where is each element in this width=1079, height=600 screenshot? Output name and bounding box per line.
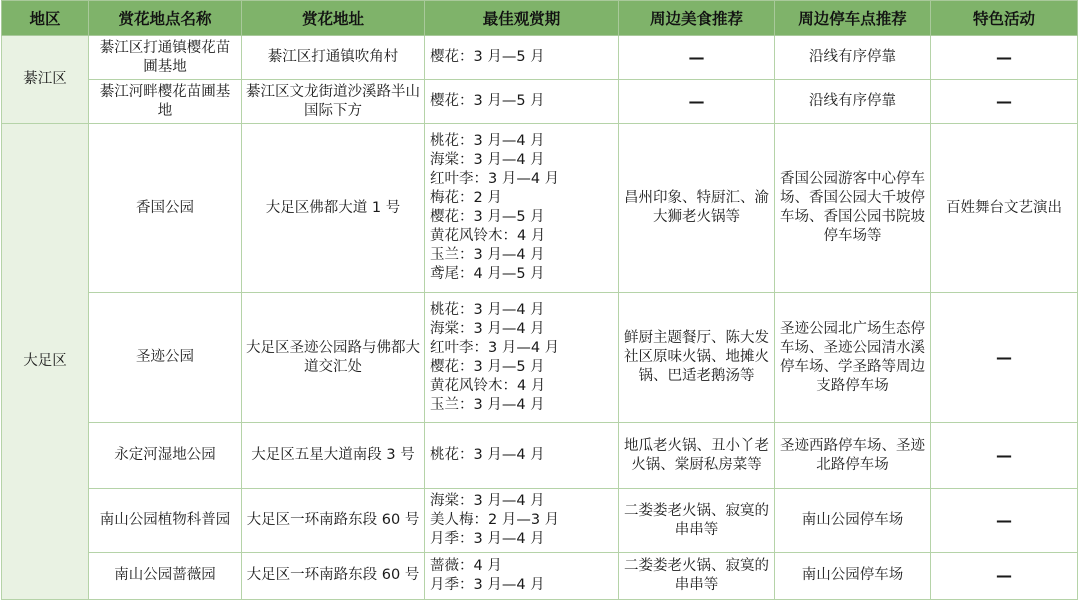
region-cell: 大足区 — [2, 124, 89, 600]
header-parking: 周边停车点推荐 — [775, 1, 931, 36]
parking-cell: 圣迹西路停车场、圣迹北路停车场 — [775, 423, 931, 489]
period-line: 樱花：3 月—5 月 — [430, 358, 545, 375]
table-row — [2, 423, 1078, 489]
place-cell: 圣迹公园 — [89, 293, 242, 423]
period-cell — [425, 80, 619, 124]
food-cell: — — [619, 80, 775, 124]
food-cell: — — [619, 36, 775, 80]
place-cell: 南山公园蔷薇园 — [89, 552, 242, 599]
period-cell — [425, 36, 619, 80]
place-cell: 綦江河畔樱花苗圃基地 — [89, 80, 242, 124]
table-row — [2, 293, 1078, 423]
address-cell: 大足区五星大道南段 3 号 — [242, 423, 425, 489]
period-line: 海棠：3 月—4 月 — [430, 152, 545, 169]
period-line: 月季：3 月—4 月 — [430, 576, 545, 593]
address-cell: 綦江区文龙街道沙溪路半山国际下方 — [242, 80, 425, 124]
food-cell: 昌州印象、特厨汇、渝大狮老火锅等 — [619, 124, 775, 293]
table-row — [2, 552, 1078, 599]
parking-cell: 沿线有序停靠 — [775, 80, 931, 124]
place-cell: 南山公园植物科普园 — [89, 489, 242, 552]
activity-cell: — — [931, 293, 1078, 423]
address-cell: 大足区一环南路东段 60 号 — [242, 489, 425, 552]
period-cell — [425, 423, 619, 489]
header-activity: 特色活动 — [931, 1, 1078, 36]
period-line: 黄花风铃木：4 月 — [430, 377, 546, 394]
activity-cell: — — [931, 489, 1078, 552]
address-cell: 大足区佛都大道 1 号 — [242, 124, 425, 293]
period-line: 玉兰：3 月—4 月 — [430, 396, 545, 413]
period-line: 樱花：3 月—5 月 — [430, 93, 545, 110]
address-cell: 綦江区打通镇吹角村 — [242, 36, 425, 80]
activity-cell: — — [931, 36, 1078, 80]
food-cell: 地瓜老火锅、丑小丫老火锅、棠厨私房菜等 — [619, 423, 775, 489]
parking-cell: 香国公园游客中心停车场、香国公园大千坡停车场、香国公园书院坡停车场等 — [775, 124, 931, 293]
food-cell: 鲜厨主题餐厅、陈大发社区原味火锅、地摊火锅、巴适老鹅汤等 — [619, 293, 775, 423]
period-cell — [425, 489, 619, 552]
period-line: 红叶李：3 月—4 月 — [430, 171, 560, 188]
header-best-period: 最佳观赏期 — [425, 1, 619, 36]
period-line: 月季：3 月—4 月 — [430, 531, 545, 548]
period-line: 桃花：3 月—4 月 — [430, 133, 545, 150]
period-line: 海棠：3 月—4 月 — [430, 320, 545, 337]
period-line: 樱花：3 月—5 月 — [430, 49, 545, 66]
table-row — [2, 124, 1078, 293]
table-row — [2, 489, 1078, 552]
table-row — [2, 36, 1078, 80]
region-cell: 綦江区 — [2, 36, 89, 124]
food-cell: 二娄娄老火锅、寂寞的串串等 — [619, 552, 775, 599]
period-line: 红叶李：3 月—4 月 — [430, 339, 560, 356]
period-cell — [425, 293, 619, 423]
place-cell: 永定河湿地公园 — [89, 423, 242, 489]
parking-cell: 圣迹公园北广场生态停车场、圣迹公园清水溪停车场、学圣路等周边支路停车场 — [775, 293, 931, 423]
period-cell — [425, 124, 619, 293]
period-line: 梅花：2 月 — [430, 190, 502, 207]
table-header-row — [2, 1, 1078, 36]
place-cell: 綦江区打通镇樱花苗圃基地 — [89, 36, 242, 80]
header-place: 赏花地点名称 — [89, 1, 242, 36]
activity-cell: — — [931, 552, 1078, 599]
period-line: 海棠：3 月—4 月 — [430, 493, 545, 510]
header-address: 赏花地址 — [242, 1, 425, 36]
activity-cell: 百姓舞台文艺演出 — [931, 124, 1078, 293]
parking-cell: 沿线有序停靠 — [775, 36, 931, 80]
period-line: 桃花：3 月—4 月 — [430, 301, 545, 318]
period-line: 玉兰：3 月—4 月 — [430, 247, 545, 264]
activity-cell: — — [931, 80, 1078, 124]
period-line: 鸢尾：4 月—5 月 — [430, 266, 545, 283]
flower-viewing-table — [1, 0, 1078, 600]
parking-cell: 南山公园停车场 — [775, 489, 931, 552]
period-cell — [425, 552, 619, 599]
period-line: 美人梅：2 月—3 月 — [430, 512, 560, 529]
period-line: 黄花风铃木：4 月 — [430, 228, 546, 245]
parking-cell: 南山公园停车场 — [775, 552, 931, 599]
period-line: 樱花：3 月—5 月 — [430, 209, 545, 226]
header-food: 周边美食推荐 — [619, 1, 775, 36]
food-cell: 二娄娄老火锅、寂寞的串串等 — [619, 489, 775, 552]
place-cell: 香国公园 — [89, 124, 242, 293]
activity-cell: — — [931, 423, 1078, 489]
period-line: 蔷薇：4 月 — [430, 557, 502, 574]
header-region: 地区 — [2, 1, 89, 36]
table-row — [2, 80, 1078, 124]
address-cell: 大足区一环南路东段 60 号 — [242, 552, 425, 599]
period-line: 桃花：3 月—4 月 — [430, 447, 545, 464]
address-cell: 大足区圣迹公园路与佛都大道交汇处 — [242, 293, 425, 423]
